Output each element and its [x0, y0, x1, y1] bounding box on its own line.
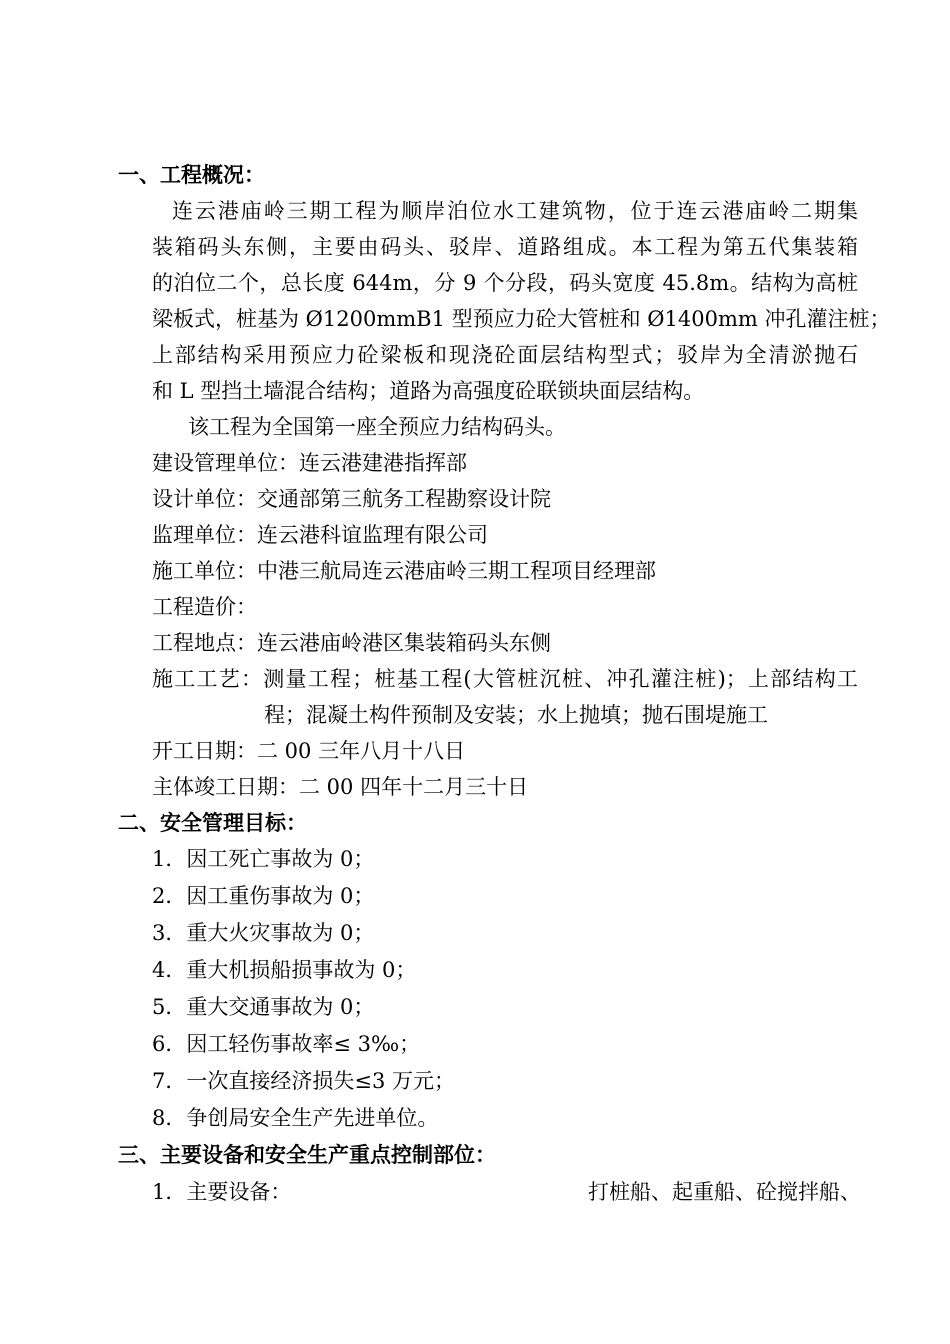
- overview-para-2: 该工程为全国第一座全预应力结构码头。: [188, 415, 566, 439]
- overview-para-line-3: 的泊位二个，总长度 644m，分 9 个分段，码头宽度 45.8m。结构为高桩: [152, 271, 858, 295]
- info-supervisor: 监理单位：连云港科谊监理有限公司: [152, 523, 488, 547]
- section-heading-overview: 一、工程概况：: [118, 162, 265, 187]
- info-process-line-2: 程；混凝土构件预制及安装；水上抛填；抛石围堤施工: [264, 703, 768, 727]
- overview-para-line-6: 和 L 型挡土墙混合结构；道路为高强度砼联锁块面层结构。: [152, 379, 705, 403]
- overview-para-line-2: 装箱码头东侧，主要由码头、驳岸、道路组成。本工程为第五代集装箱: [152, 235, 858, 259]
- info-location: 工程地点：连云港庙岭港区集装箱码头东侧: [152, 631, 551, 655]
- overview-para-line-1: 连云港庙岭三期工程为顺岸泊位水工建筑物，位于连云港庙岭二期集: [172, 199, 858, 223]
- info-owner: 建设管理单位：连云港建港指挥部: [152, 451, 467, 475]
- safety-goal-item: 5．重大交通事故为 0；: [152, 995, 375, 1019]
- info-start-date: 开工日期：二 00 三年八月十八日: [152, 739, 466, 763]
- safety-goal-item: 8．争创局安全生产先进单位。: [152, 1106, 439, 1130]
- info-cost: 工程造价：: [152, 595, 257, 619]
- section-heading-safety-goals: 二、安全管理目标：: [118, 810, 307, 835]
- safety-goal-item: 3．重大火灾事故为 0；: [152, 921, 375, 945]
- safety-goal-item: 2．因工重伤事故为 0；: [152, 884, 375, 908]
- section-heading-equipment: 三、主要设备和安全生产重点控制部位：: [118, 1142, 496, 1167]
- info-designer: 设计单位：交通部第三航务工程勘察设计院: [152, 487, 551, 511]
- info-contractor: 施工单位：中港三航局连云港庙岭三期工程项目经理部: [152, 559, 656, 583]
- safety-goal-item: 4．重大机损船损事故为 0；: [152, 958, 417, 982]
- safety-goal-item: 7．一次直接经济损失≤3 万元；: [152, 1069, 455, 1093]
- equipment-label: 1．主要设备：: [152, 1180, 292, 1204]
- safety-goal-item: 1．因工死亡事故为 0；: [152, 847, 375, 871]
- overview-para-line-4: 梁板式，桩基为 Ø1200mmB1 型预应力砼大管桩和 Ø1400mm 冲孔灌注桩；: [152, 307, 891, 331]
- safety-goal-item: 6．因工轻伤事故率≤ 3‰；: [152, 1032, 421, 1056]
- info-finish-date: 主体竣工日期：二 00 四年十二月三十日: [152, 775, 529, 799]
- equipment-value: 打桩船、起重船、砼搅拌船、: [588, 1180, 861, 1204]
- info-process-line-1: 施工工艺：测量工程；桩基工程(大管桩沉桩、冲孔灌注桩)；上部结构工: [152, 667, 858, 691]
- overview-para-line-5: 上部结构采用预应力砼梁板和现浇砼面层结构型式；驳岸为全清淤抛石: [152, 343, 858, 367]
